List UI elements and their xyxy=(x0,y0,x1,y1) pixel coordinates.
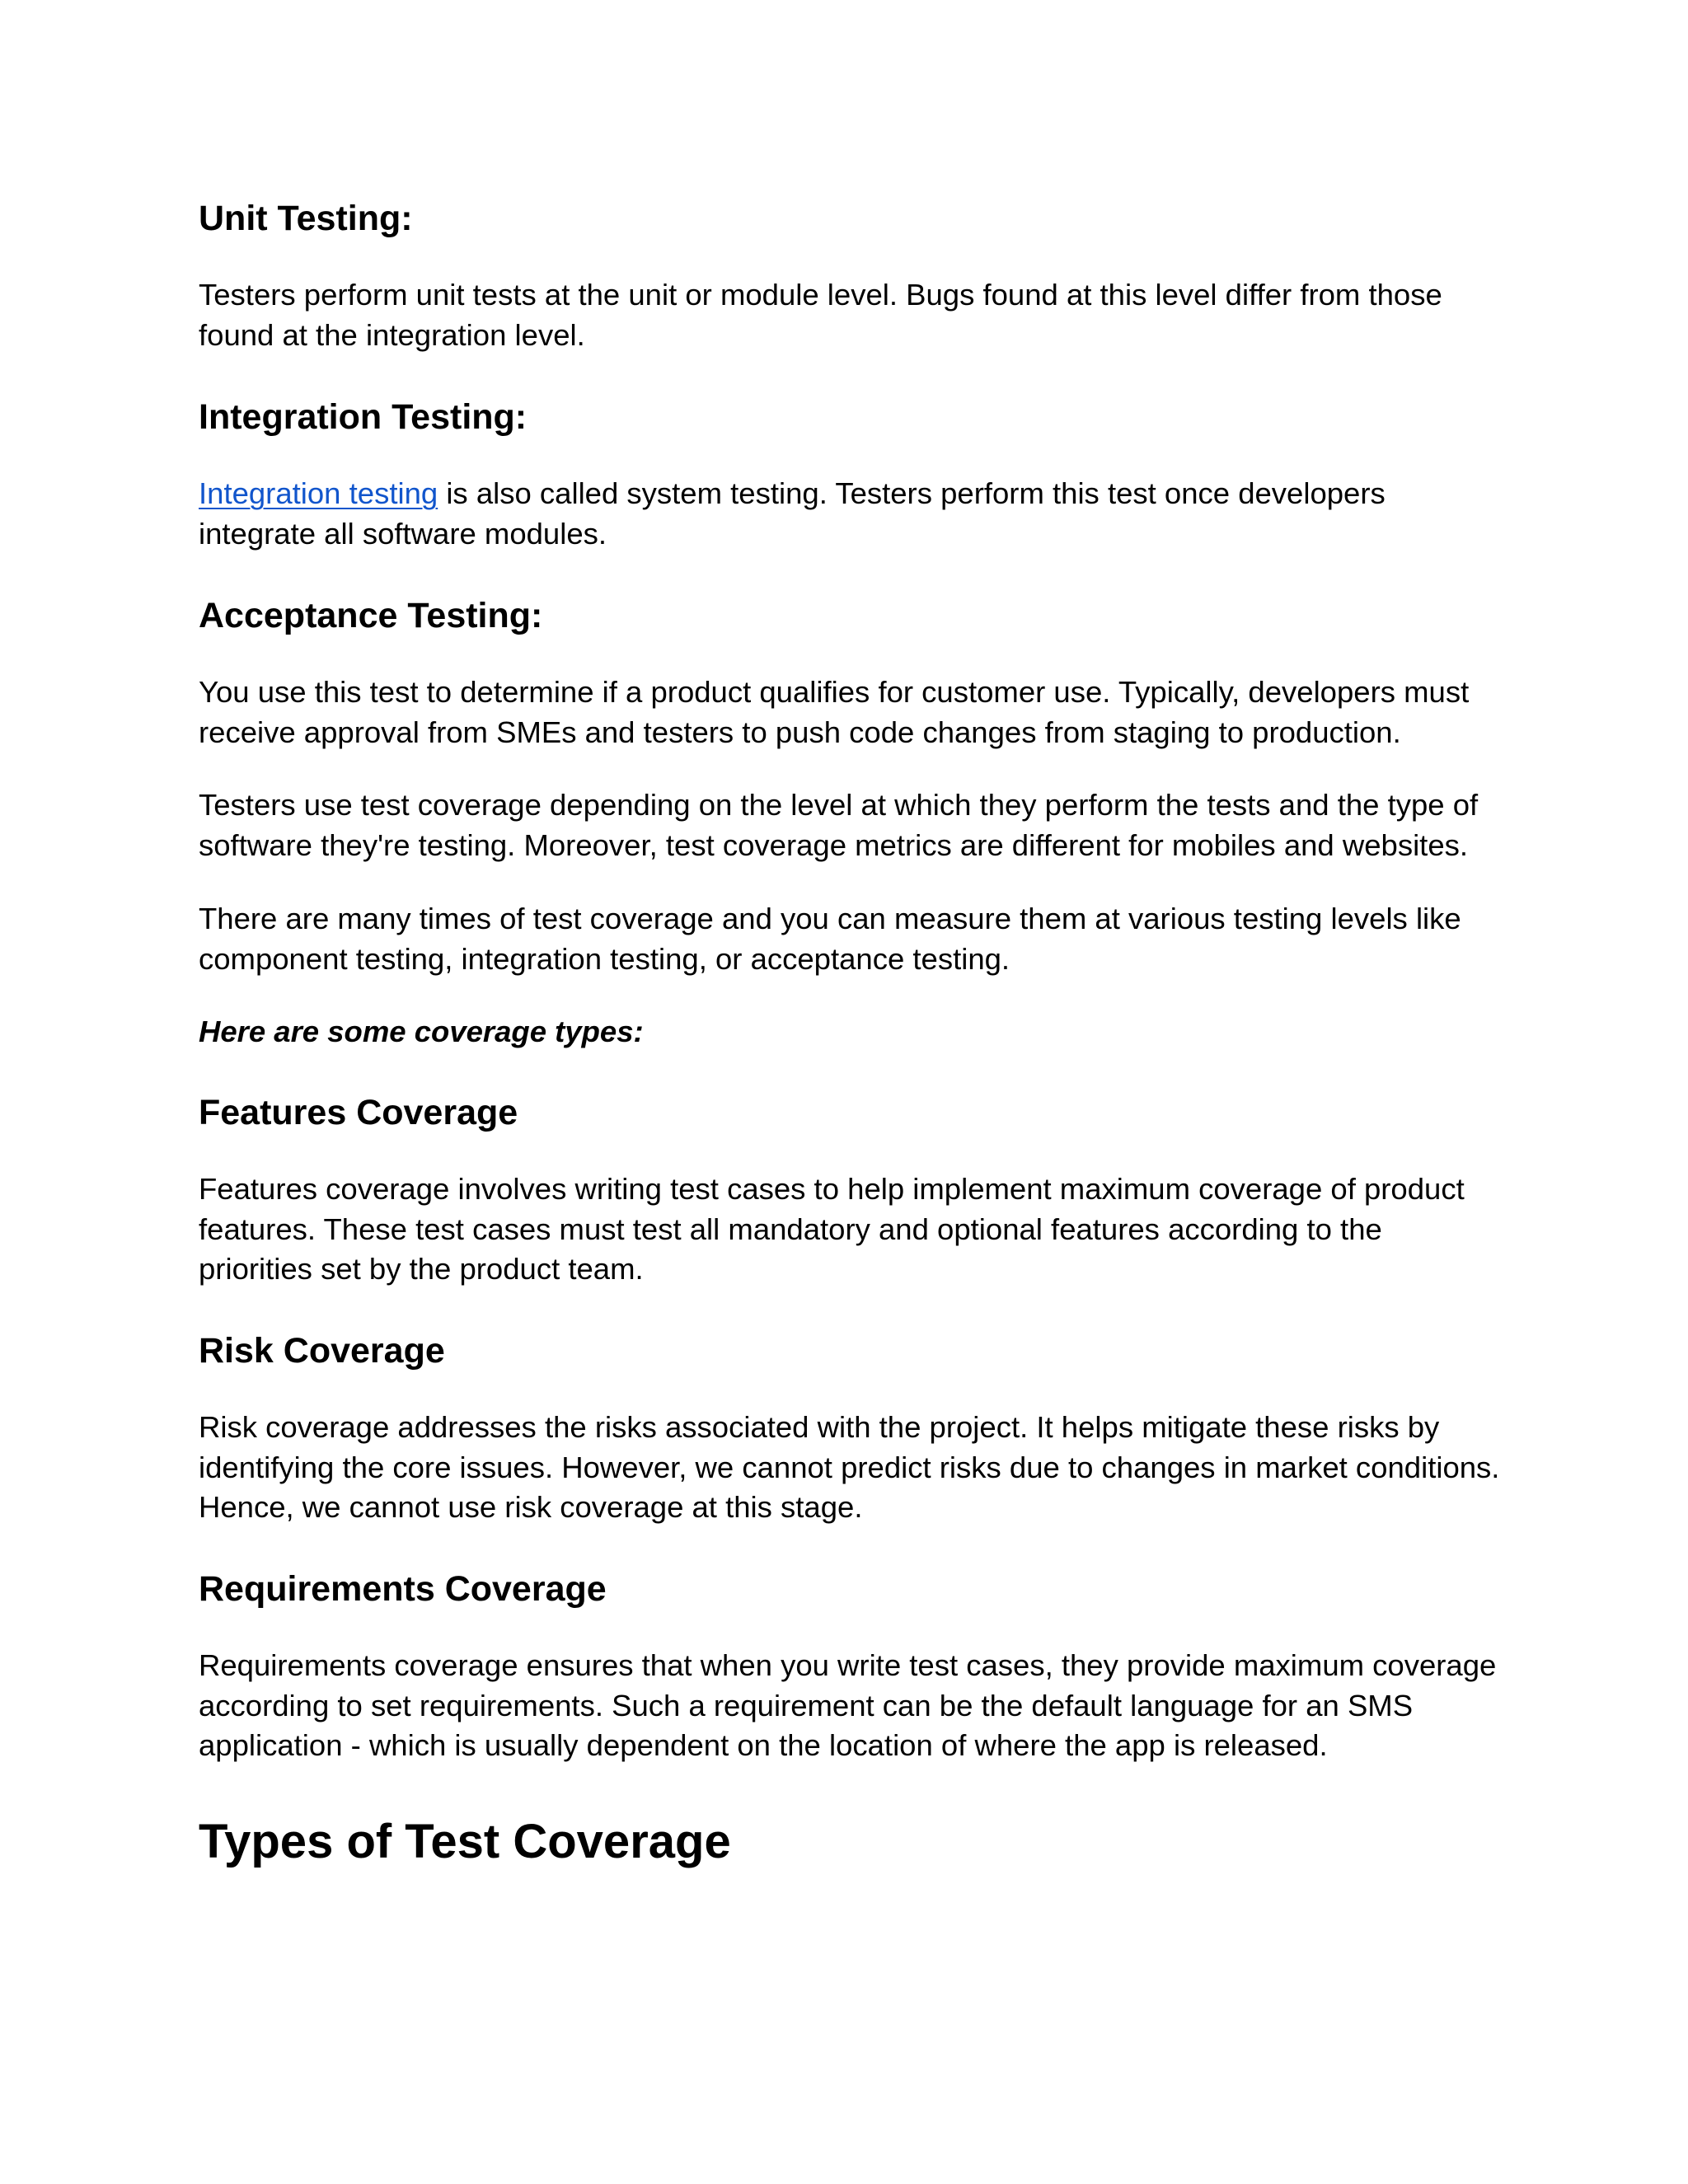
integration-testing-link[interactable]: Integration testing xyxy=(199,476,438,510)
features-coverage-text: Features coverage involves writing test cases to help implement maximum coverage of product features. These test cases must test all mandatory and optional features according to the priorities set by the product team. xyxy=(199,1172,1465,1286)
levels-paragraph: Testers use test coverage depending on the level at which they perform the tests and the type of software they're testing. Moreover, test coverage metrics are different for mobiles and websites. xyxy=(199,788,1479,862)
requirements-coverage-heading: Requirements Coverage xyxy=(199,1569,607,1609)
integration-testing-text-rest: is also called system testing. Testers perform this test once developers integrate all software modules. xyxy=(199,476,1386,551)
integration-testing-text xyxy=(199,474,1501,554)
integration-testing-heading: Integration Testing: xyxy=(199,397,528,437)
acceptance-testing-heading: Acceptance Testing: xyxy=(199,596,543,635)
requirements-coverage-text: Requirements coverage ensures that when you write test cases, they provide maximum coverage according to set requirements. Such a requirement can be the default language for an SMS application - which is usually dependent on the location of where the app is released. xyxy=(199,1648,1497,1762)
unit-testing-heading: Unit Testing: xyxy=(199,199,413,238)
times-paragraph: There are many times of test coverage and you can measure them at various testing levels like component testing, integration testing, or acceptance testing. xyxy=(199,902,1461,976)
types-of-test-coverage-title: Types of Test Coverage xyxy=(199,1815,731,1868)
acceptance-testing-text: You use this test to determine if a product qualifies for customer use. Typically, developers must receive approval from SMEs and testers to push code changes from staging to production. xyxy=(199,675,1470,749)
risk-coverage-heading: Risk Coverage xyxy=(199,1331,445,1371)
unit-testing-text: Testers perform unit tests at the unit or module level. Bugs found at this level differ from those found at the integration level. xyxy=(199,278,1442,352)
coverage-types-intro: Here are some coverage types: xyxy=(199,1015,644,1048)
features-coverage-heading: Features Coverage xyxy=(199,1093,518,1132)
risk-coverage-text: Risk coverage addresses the risks associated with the project. It helps mitigate these risks by identifying the core issues. However, we cannot predict risks due to changes in market conditions. Hence, we cannot use risk coverage at this stage. xyxy=(199,1410,1500,1524)
